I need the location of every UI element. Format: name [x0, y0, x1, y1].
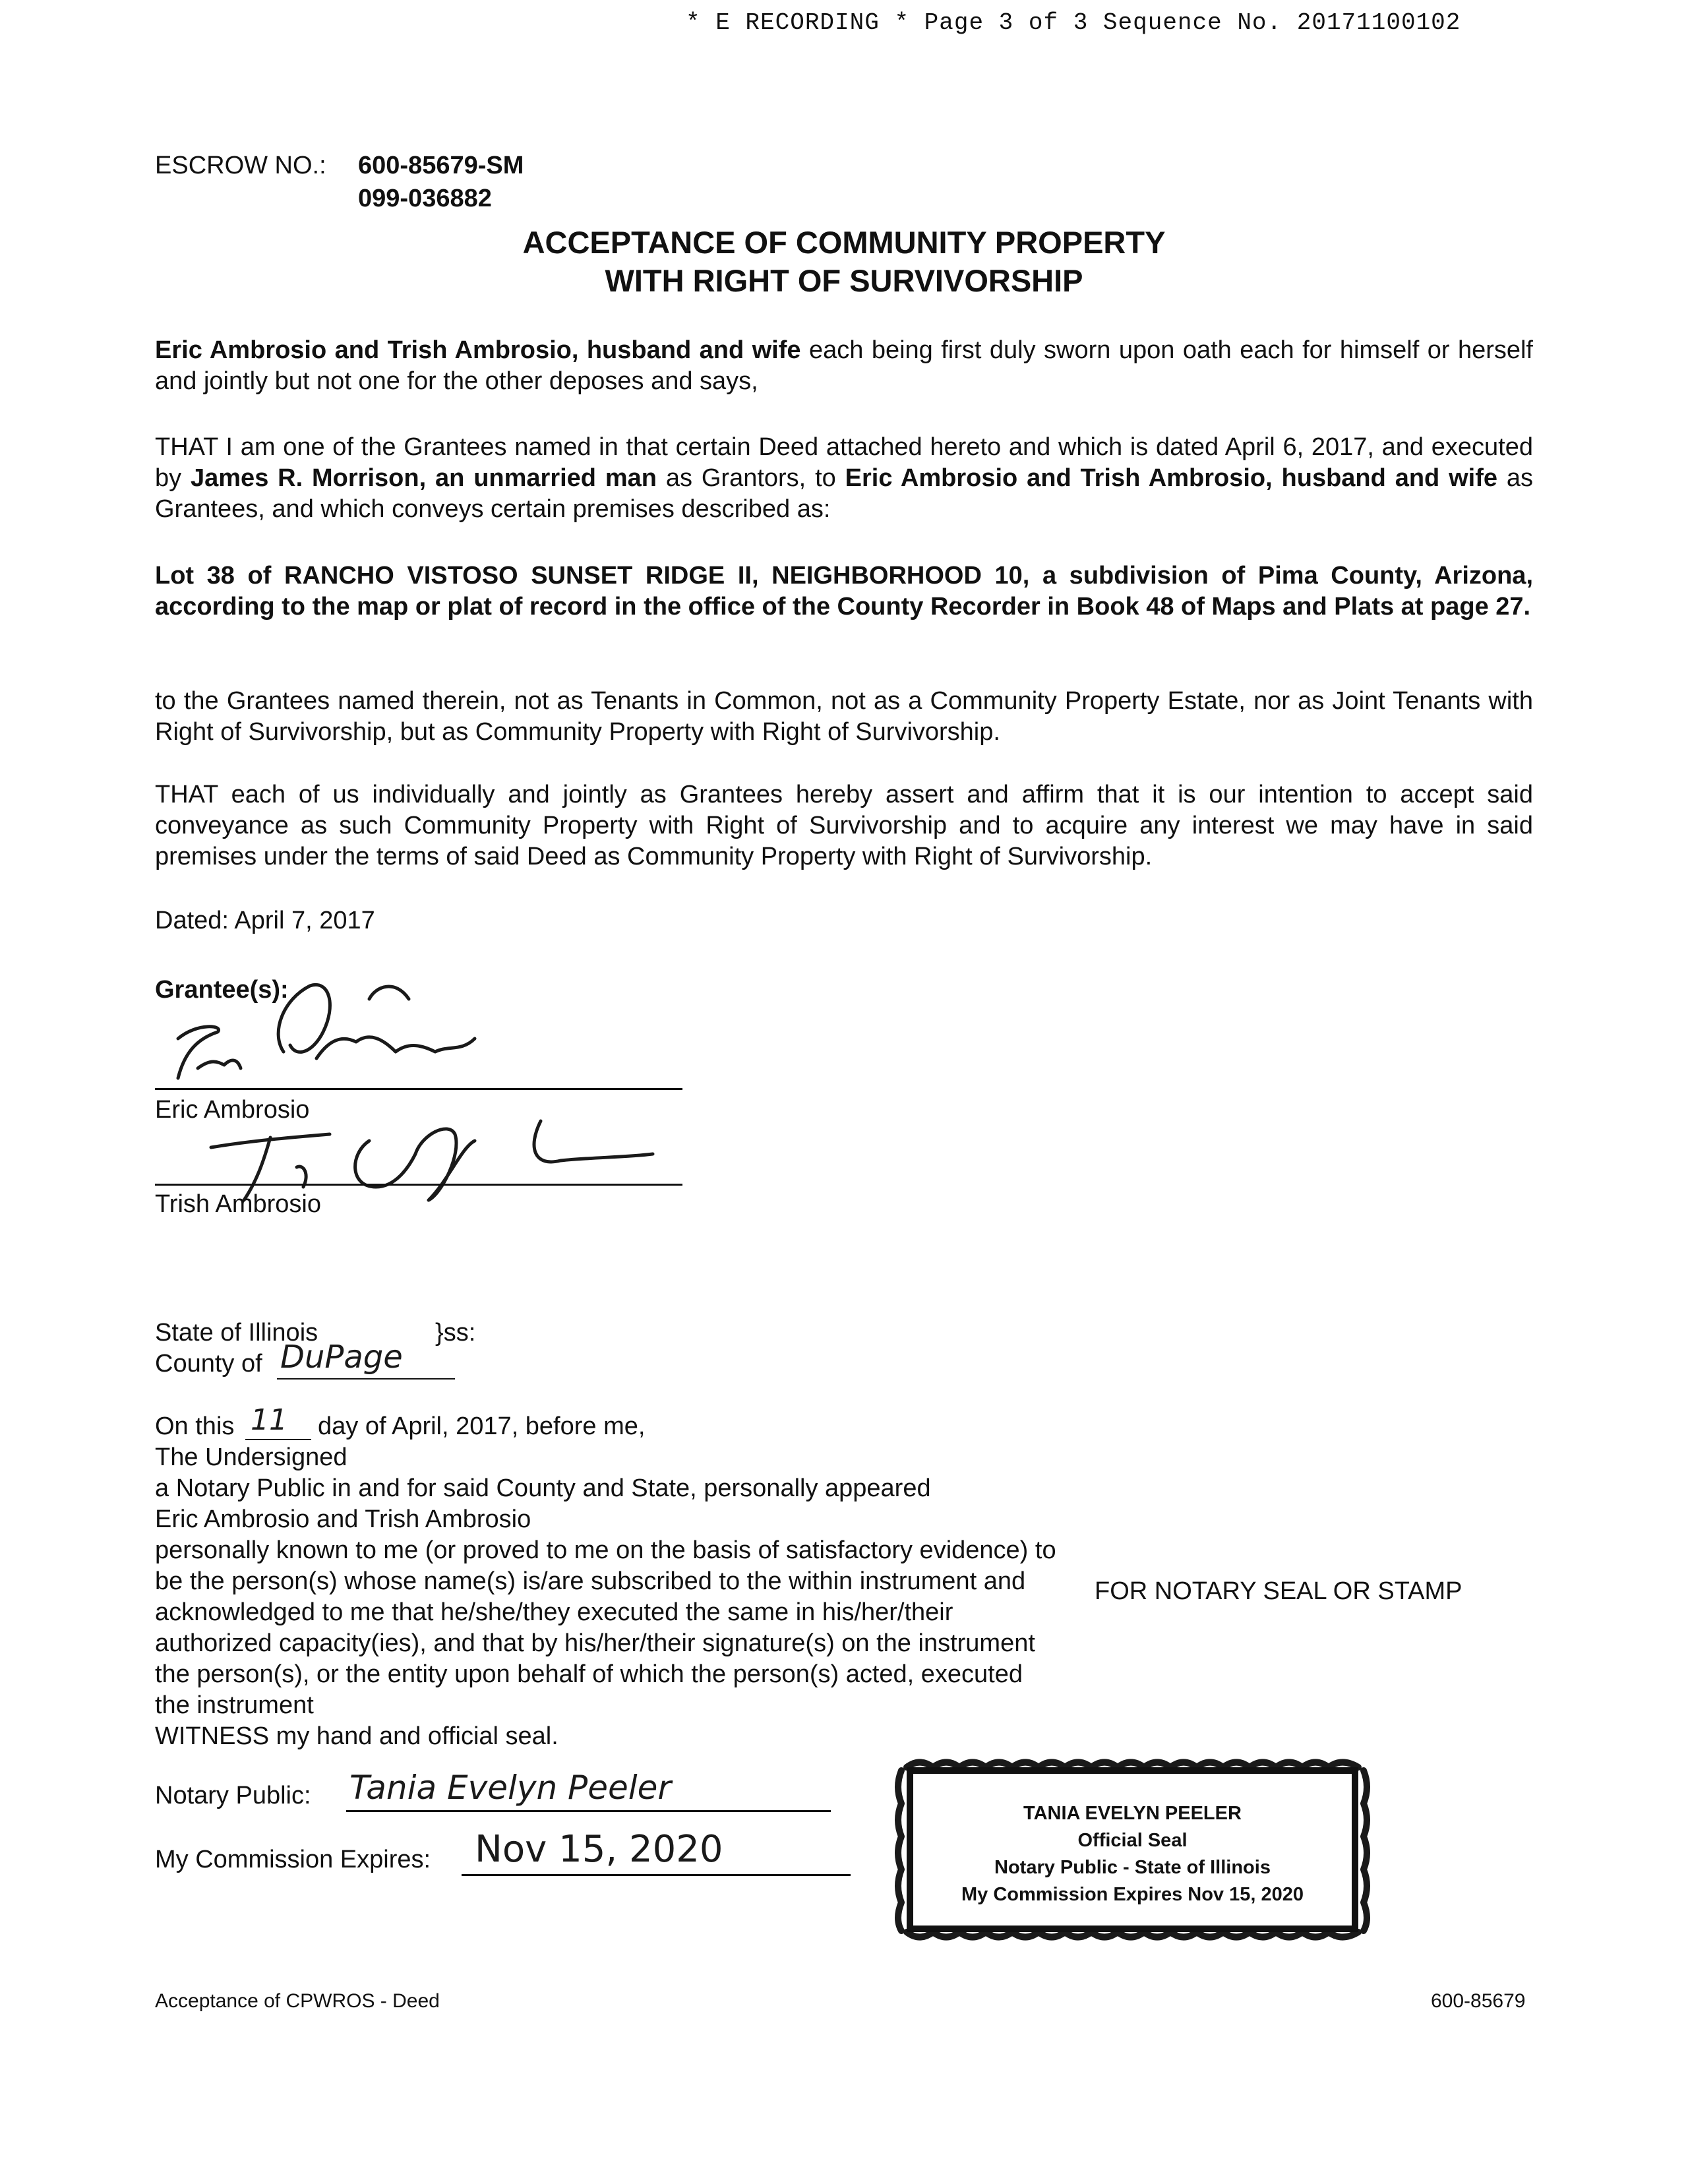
notary-state: State of Illinois: [155, 1319, 318, 1347]
notary-public-statement: a Notary Public in and for said County and State, personally appeared: [155, 1474, 931, 1502]
escrow-number-2: 099-036882: [358, 185, 492, 212]
seal-notary-state: Notary Public - State of Illinois: [994, 1857, 1271, 1878]
document-title-line1: ACCEPTANCE OF COMMUNITY PROPERTY: [522, 225, 1166, 260]
grantees-text-3: as Grantees, and which conveys certain premises described as:: [155, 464, 1534, 523]
notary-appeared-names: Eric Ambrosio and Trish Ambrosio: [155, 1505, 531, 1533]
seal-commission-expires: My Commission Expires Nov 15, 2020: [961, 1884, 1304, 1905]
notary-county-handwritten: DuPage: [280, 1339, 403, 1376]
paragraph-affirmation: THAT each of us individually and jointly as Grantees hereby assert and affirm that it is our intention to accept said conveyance as such Community Property with Right of Survivorship and to acquire any interest we may have in said premises under the terms of said Deed as Community Property with Right of Survivorship.: [155, 781, 1533, 870]
grantee-name-trish: Trish Ambrosio: [155, 1190, 321, 1218]
paragraph-grantees: [155, 432, 1533, 525]
commission-expires-handwritten: Nov 15, 2020: [475, 1828, 723, 1871]
county-blank-line: [277, 1378, 455, 1380]
escrow-number: 600-85679-SM: [358, 152, 524, 179]
document-title-line2: WITH RIGHT OF SURVIVORSHIP: [605, 263, 1083, 298]
grantees-text-2: as Grantors, to: [657, 464, 845, 492]
notary-undersigned: The Undersigned: [155, 1443, 347, 1471]
footer-left: Acceptance of CPWROS - Deed: [155, 1990, 440, 2012]
notary-day-rest: day of April, 2017, before me,: [318, 1412, 646, 1440]
paragraph-tenancy: to the Grantees named therein, not as Tenants in Common, not as a Community Property Estate, nor as Joint Tenants with Right of Survivorship, but as Community Property with Right of Survivorship.: [155, 687, 1533, 746]
day-blank-line: [245, 1439, 311, 1440]
grantor-name: James R. Morrison, an unmarried man: [191, 464, 657, 492]
trish-signature-line: [155, 1184, 682, 1186]
notary-signature: Tania Evelyn Peeler: [349, 1769, 671, 1807]
notary-county-label: County of: [155, 1350, 262, 1378]
eric-ambrosio-signature: [158, 959, 501, 1091]
escrow-label: ESCROW NO.:: [155, 152, 326, 179]
commission-expires-label: My Commission Expires:: [155, 1846, 431, 1873]
notary-ss: }ss:: [435, 1319, 476, 1347]
seal-notary-name: TANIA EVELYN PEELER: [1023, 1803, 1242, 1824]
legal-description: Lot 38 of RANCHO VISTOSO SUNSET RIDGE II, NEIGHBORHOOD 10, a subdivision of Pima County, Arizona, according to the map or plat of record in the office of the County Recorder in Book 48 of Maps and Plats at page 27.: [155, 562, 1533, 621]
notary-day-handwritten: 11: [251, 1403, 287, 1437]
paragraph-affiants: [155, 335, 1533, 397]
seal-official-seal: Official Seal: [1077, 1830, 1188, 1851]
grantees-text-1: THAT I am one of the Grantees named in that certain Deed attached hereto and which is dated April 6, 2017, and executed by: [155, 433, 1533, 492]
affiants-text: each being first duly sworn upon oath each for himself or herself and jointly but not one for the other deposes and says,: [155, 336, 1533, 395]
recording-header: * E RECORDING * Page 3 of 3 Sequence No. 20171100102: [686, 9, 1461, 36]
grantees-label: Grantee(s):: [155, 976, 289, 1004]
grantee-names: Eric Ambrosio and Trish Ambrosio, husband and wife: [845, 464, 1498, 492]
notary-public-label: Notary Public:: [155, 1782, 311, 1809]
notary-known-statement: personally known to me (or proved to me on the basis of satisfactory evidence) to be the person(s) whose name(s) is/are subscribed to the within instrument and acknowledged to me that he/she/they executed the same in his/her/their authorized capacity(ies), and that by his/her/their signature(s) on the instrument the person(s), or the entity upon behalf of which the person(s) acted, executed the instrument: [155, 1536, 1056, 1719]
affiants-names: Eric Ambrosio and Trish Ambrosio, husband and wife: [155, 336, 801, 364]
seal-text-block: [913, 1800, 1352, 1908]
notary-signature-line: [346, 1810, 831, 1812]
dated-line: Dated: April 7, 2017: [155, 907, 375, 934]
notary-on-this: On this: [155, 1412, 235, 1440]
notary-witness: WITNESS my hand and official seal.: [155, 1722, 558, 1750]
commission-expires-line: [462, 1874, 851, 1876]
grantee-name-eric: Eric Ambrosio: [155, 1096, 310, 1124]
eric-signature-line: [155, 1088, 682, 1090]
notary-seal-stamp: [907, 1767, 1358, 1932]
seal-placeholder-text: FOR NOTARY SEAL OR STAMP: [1095, 1577, 1462, 1605]
footer-right: 600-85679: [1431, 1990, 1526, 2012]
